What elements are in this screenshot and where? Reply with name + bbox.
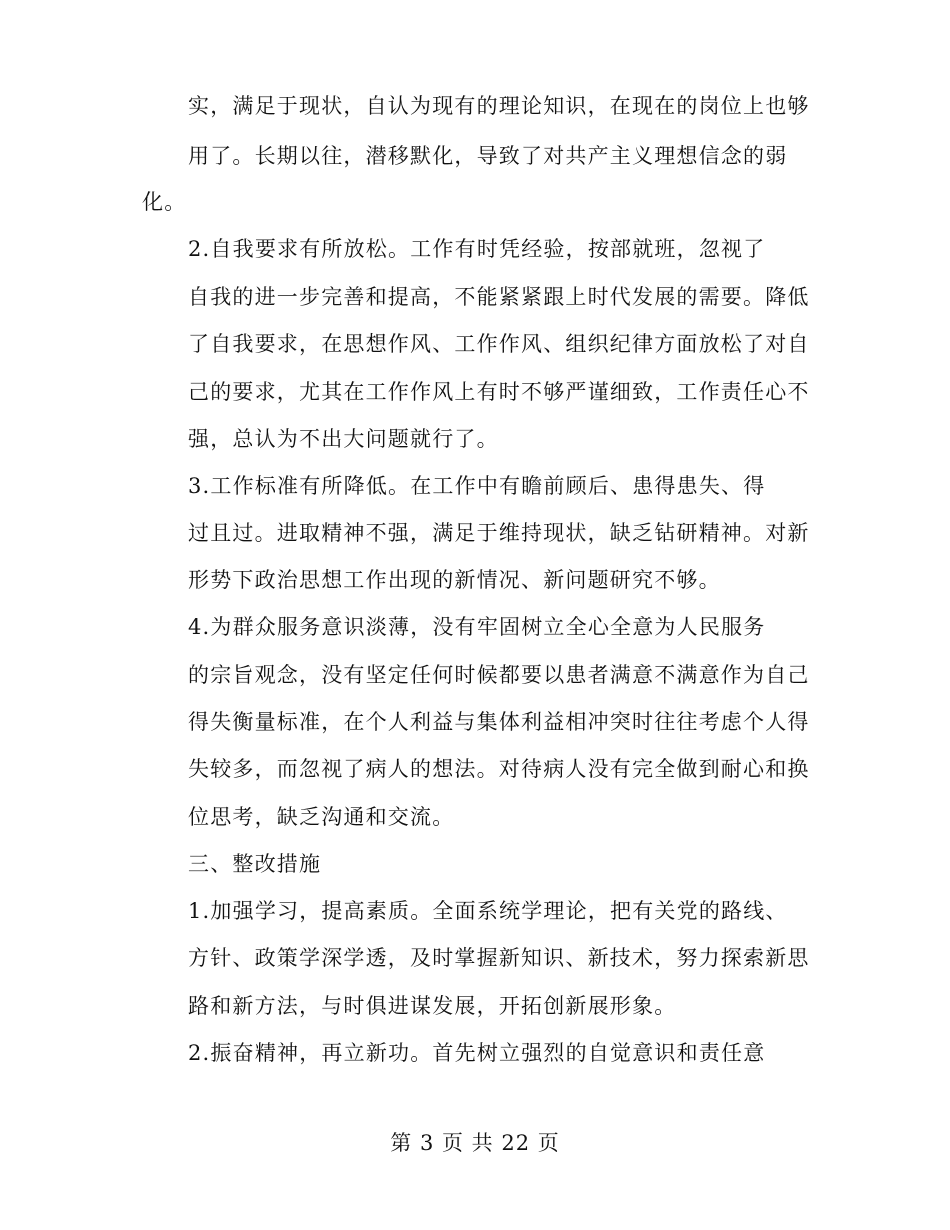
text-line: 2.自我要求有所放松。工作有时凭经验，按部就班，忽视了 — [188, 237, 766, 261]
text-line: 形势下政治思想工作出现的新情况、新问题研究不够。 — [188, 568, 721, 592]
text-line: 自我的进一步完善和提高，不能紧紧跟上时代发展的需要。降低 — [188, 285, 810, 309]
text-line: 3.工作标准有所降低。在工作中有瞻前顾后、患得患失、得 — [188, 474, 766, 498]
page-footer — [0, 1128, 950, 1158]
text-line: 位思考，缺乏沟通和交流。 — [188, 805, 455, 829]
section-heading: 三、整改措施 — [188, 852, 322, 876]
text-line: 路和新方法，与时俱进谋发展，开拓创新展形象。 — [188, 994, 677, 1018]
text-line: 的宗旨观念，没有坚定任何时候都要以患者满意不满意作为自己 — [188, 663, 810, 687]
text-line: 过且过。进取精神不强，满足于维持现状，缺乏钻研精神。对新 — [188, 521, 810, 545]
text-line: 化。 — [142, 190, 187, 214]
page-number-label: 第 3 页 共 22 页 — [390, 1131, 560, 1155]
text-line: 4.为群众服务意识淡薄，没有牢固树立全心全意为人民服务 — [188, 615, 766, 639]
text-line: 得失衡量标准，在个人利益与集体利益相冲突时往往考虑个人得 — [188, 710, 810, 734]
text-line: 强，总认为不出大问题就行了。 — [188, 427, 499, 451]
text-line: 了自我要求，在思想作风、工作作风、组织纪律方面放松了对自 — [188, 332, 810, 356]
text-line: 失较多，而忽视了病人的想法。对待病人没有完全做到耐心和换 — [188, 757, 810, 781]
text-line: 1.加强学习，提高素质。全面系统学理论，把有关党的路线、 — [188, 899, 788, 923]
text-line: 2.振奋精神，再立新功。首先树立强烈的自觉意识和责任意 — [188, 1041, 766, 1065]
text-line: 己的要求，尤其在工作作风上有时不够严谨细致，工作责任心不 — [188, 380, 810, 404]
text-line: 实，满足于现状，自认为现有的理论知识，在现在的岗位上也够 — [188, 94, 810, 118]
text-line: 方针、政策学深学透，及时掌握新知识、新技术，努力探索新思 — [188, 946, 810, 970]
text-line: 用了。长期以往，潜移默化，导致了对共产主义理想信念的弱 — [188, 144, 788, 168]
